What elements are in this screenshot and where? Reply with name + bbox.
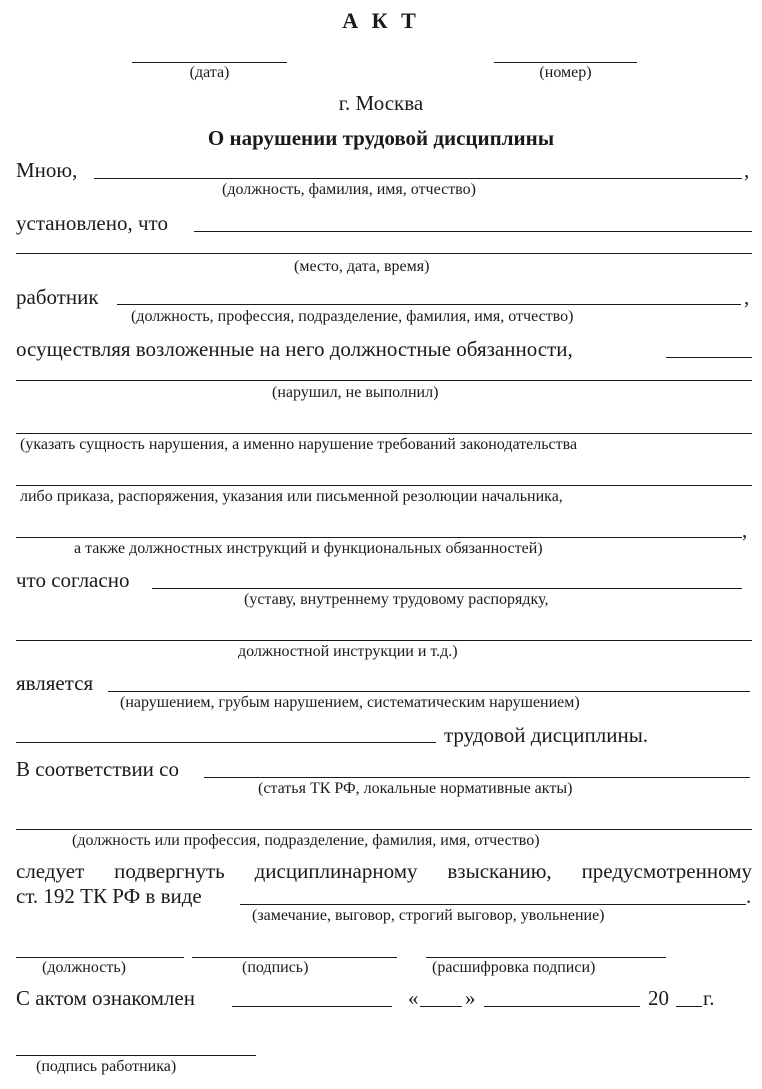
signature-caption: (подпись)	[242, 959, 309, 976]
employee-signature-caption: (подпись работника)	[36, 1058, 177, 1075]
article-caption: (статья ТК РФ, локальные нормативные акты)	[258, 780, 573, 797]
charter-caption-2: должностной инструкции и т.д.)	[238, 643, 458, 660]
established-field[interactable]	[194, 231, 752, 232]
penalty-text-line-1: следует подвергнуть дисциплинарному взысканию, предусмотренному	[16, 859, 752, 883]
person-field[interactable]	[16, 829, 752, 830]
essence-field-1[interactable]	[16, 433, 752, 434]
according-to-field[interactable]	[152, 588, 742, 589]
essence-caption-2: либо приказа, распоряжения, указания или письменной резолюции начальника,	[20, 488, 563, 505]
employee-signature-field[interactable]	[16, 1055, 256, 1056]
place-field[interactable]	[16, 253, 752, 254]
acquainted-label: С актом ознакомлен	[16, 986, 195, 1010]
charter-caption-1: (уставу, внутреннему трудовому распорядку,	[244, 591, 549, 608]
violation-type-field-2[interactable]	[16, 742, 436, 743]
violation-type-field[interactable]	[108, 691, 750, 692]
employee-label: работник	[16, 285, 99, 309]
by-me-label: Мною,	[16, 158, 78, 182]
charter-field[interactable]	[16, 640, 752, 641]
penalty-end: .	[746, 884, 752, 908]
person-caption: (должность или профессия, подразделение, фамилия, имя, отчество)	[72, 832, 540, 849]
comma: ,	[744, 285, 750, 309]
city: г. Москва	[338, 91, 424, 115]
violation-type-caption: (нарушением, грубым нарушением, систематическим нарушением)	[120, 694, 580, 711]
year-field[interactable]	[676, 1006, 702, 1007]
day-field[interactable]	[420, 1006, 462, 1007]
essence-caption-1: (указать сущность нарушения, а именно нарушение требований законодательства	[20, 436, 578, 453]
quote-close: »	[465, 986, 476, 1010]
essence-field-2[interactable]	[16, 485, 752, 486]
place-caption: (место, дата, время)	[294, 258, 430, 275]
in-accordance-label: В соответствии со	[16, 757, 179, 781]
quote-open: «	[408, 986, 419, 1010]
comma: ,	[742, 518, 748, 542]
is-label: является	[16, 671, 94, 695]
violated-field[interactable]	[16, 380, 752, 381]
performing-field[interactable]	[666, 357, 752, 358]
year-prefix: 20	[648, 986, 669, 1010]
transcript-caption: (расшифровка подписи)	[432, 959, 596, 976]
act-subject: О нарушении трудовой дисциплины	[207, 126, 555, 150]
date-caption: (дата)	[189, 64, 230, 81]
performing-text: осуществляя возложенные на него должностные обязанности,	[16, 337, 573, 361]
violated-caption: (нарушил, не выполнил)	[272, 384, 439, 401]
document-title: А К Т	[342, 8, 420, 33]
acquainted-signature-field[interactable]	[232, 1006, 392, 1007]
established-label: установлено, что	[16, 211, 168, 235]
comma: ,	[744, 158, 750, 182]
by-me-caption: (должность, фамилия, имя, отчество)	[222, 181, 476, 198]
position-caption: (должность)	[42, 959, 126, 976]
penalty-text-line-2: ст. 192 ТК РФ в виде	[16, 884, 202, 908]
by-me-field[interactable]	[94, 178, 742, 179]
article-field[interactable]	[204, 777, 750, 778]
essence-field-3[interactable]	[16, 537, 742, 538]
employee-caption: (должность, профессия, подразделение, фамилия, имя, отчество)	[131, 308, 574, 325]
year-suffix: г.	[703, 986, 715, 1010]
according-to-label: что согласно	[16, 568, 130, 592]
month-field[interactable]	[484, 1006, 640, 1007]
employee-field[interactable]	[117, 304, 741, 305]
number-caption: (номер)	[539, 64, 592, 81]
penalty-field[interactable]	[240, 904, 746, 905]
penalty-caption: (замечание, выговор, строгий выговор, увольнение)	[252, 907, 605, 924]
labor-discipline-text: трудовой дисциплины.	[444, 723, 649, 747]
essence-caption-3: а также должностных инструкций и функциональных обязанностей)	[74, 540, 543, 557]
